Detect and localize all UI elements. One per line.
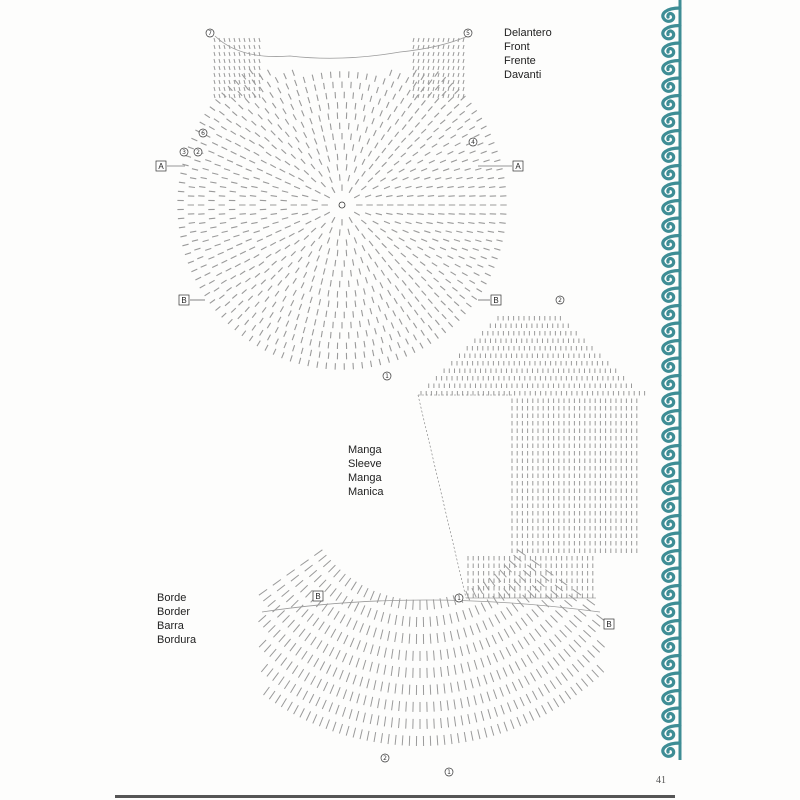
border-label-it: Bordura (157, 634, 197, 646)
svg-text:B: B (181, 296, 187, 305)
front-label-en: Front (504, 41, 530, 53)
border-marker-1 (445, 768, 453, 776)
wave-border-decoration (652, 0, 692, 760)
sleeve-marker-1 (455, 594, 463, 602)
border-label-es: Borde (157, 592, 187, 604)
sleeve-label-it: Manica (348, 486, 384, 498)
page-number: 41 (656, 775, 666, 786)
front-marker-2 (194, 148, 202, 156)
front-marker-4 (469, 138, 477, 146)
chart-markers (156, 29, 614, 776)
front-box-a-1 (513, 161, 523, 171)
svg-text:1: 1 (385, 373, 389, 381)
svg-text:7: 7 (208, 30, 212, 38)
front-label-es: Delantero (504, 27, 552, 39)
front-marker-5 (464, 29, 472, 37)
svg-text:1: 1 (447, 769, 451, 777)
sleeve-label-en: Sleeve (348, 458, 382, 470)
svg-text:4: 4 (471, 139, 475, 147)
front-marker-6 (199, 129, 207, 137)
svg-text:2: 2 (558, 297, 562, 305)
border-chart (259, 550, 605, 746)
sleeve-marker-2 (556, 296, 564, 304)
front-box-a-0 (156, 161, 166, 171)
front-marker-1 (383, 372, 391, 380)
front-chart (177, 36, 506, 370)
front-label-block (504, 26, 552, 82)
sleeve-chart (418, 316, 645, 598)
svg-text:A: A (515, 162, 521, 171)
svg-text:1: 1 (457, 595, 461, 603)
svg-text:B: B (315, 592, 321, 601)
border-marker-2 (381, 754, 389, 762)
svg-text:2: 2 (383, 755, 387, 763)
front-box-b-3 (491, 295, 501, 305)
front-label-pt: Frente (504, 55, 536, 67)
border-box-b-1 (604, 619, 614, 629)
svg-text:5: 5 (466, 30, 470, 38)
svg-text:3: 3 (182, 149, 186, 157)
front-marker-7 (206, 29, 214, 37)
front-label-it: Davanti (504, 69, 542, 81)
svg-text:A: A (158, 162, 164, 171)
svg-text:6: 6 (201, 130, 205, 138)
border-label-en: Border (157, 606, 191, 618)
svg-text:B: B (606, 620, 612, 629)
front-box-b-2 (179, 295, 189, 305)
border-label-pt: Barra (157, 620, 184, 632)
border-label-block (157, 591, 196, 647)
sleeve-label-pt: Manga (348, 472, 382, 484)
front-marker-3 (180, 148, 188, 156)
border-box-b-0 (313, 591, 323, 601)
svg-text:B: B (493, 296, 499, 305)
svg-text:2: 2 (196, 149, 200, 157)
bottom-rule (115, 795, 675, 798)
sleeve-label-es: Manga (348, 444, 382, 456)
sleeve-label-block (348, 443, 383, 499)
